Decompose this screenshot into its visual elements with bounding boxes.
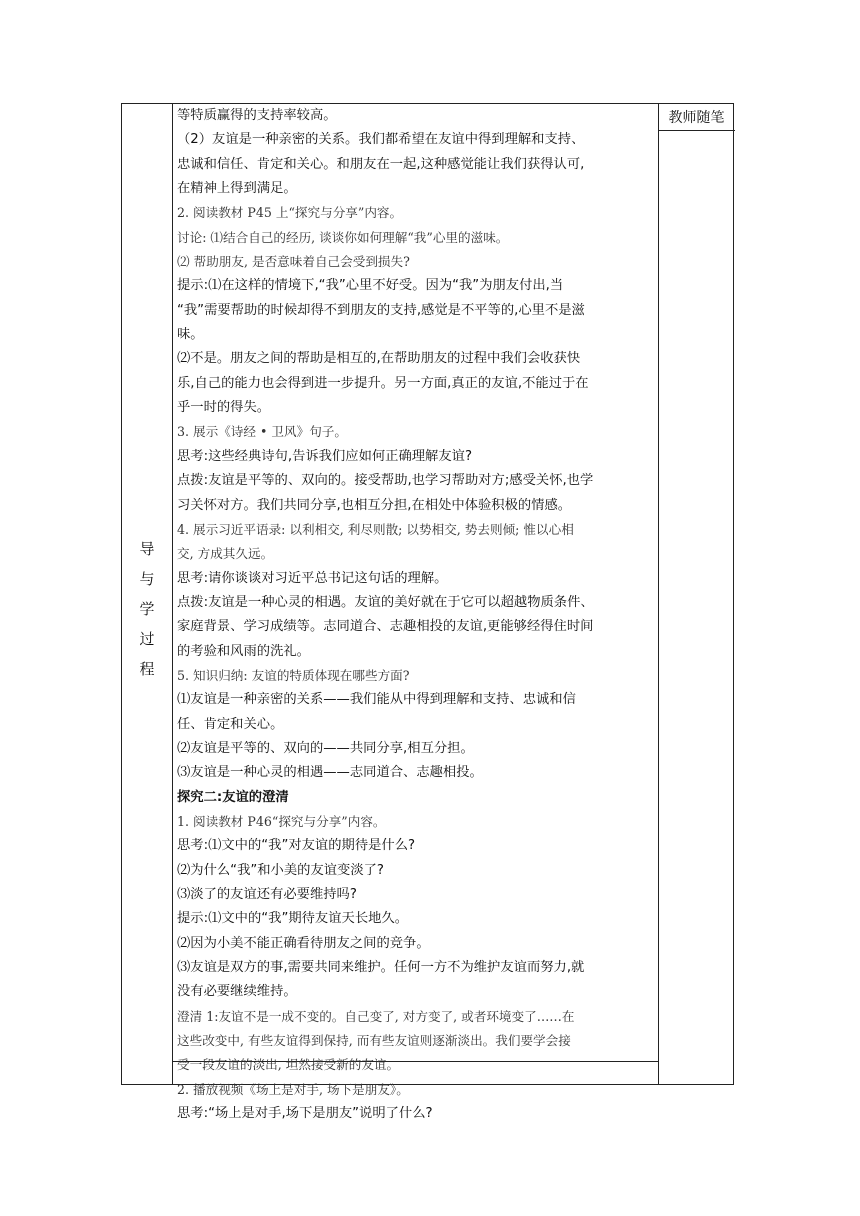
text-line: 交, 方成其久远。: [177, 546, 274, 562]
text-line: 提示:⑴文中的“我”期待友谊天长地久。: [177, 911, 409, 927]
text-line: ⑵不是。朋友之间的帮助是相互的,在帮助朋友的过程中我们会收获快: [177, 351, 581, 367]
text-line: ⑶淡了的友谊还有必要维持吗?: [177, 887, 357, 902]
text-line: 在精神上得到满足。: [177, 181, 297, 197]
text-line: 等特质赢得的支持率较高。: [177, 108, 337, 123]
section-label-char: 程: [139, 660, 155, 678]
lesson-table: [121, 103, 734, 1122]
text-line: 没有必要继续维持。: [177, 984, 297, 1000]
text-line: 受一段友谊的淡出, 坦然接受新的友谊。: [177, 1057, 400, 1073]
text-line: （2）友谊是一种亲密的关系。我们都希望在友谊中得到理解和支持、: [177, 132, 585, 148]
text-line: 味。: [177, 327, 204, 343]
column-divider-right: [658, 104, 659, 1084]
text-line: ⑶友谊是一种心灵的相遇——志同道合、志趣相投。: [177, 765, 483, 781]
text-line: 1. 阅读教材 P46“探究与分享”内容。: [177, 813, 386, 829]
text-line: ⑵为什么“我”和小美的友谊变淡了?: [177, 862, 384, 878]
section-label-vertical: [122, 534, 172, 684]
text-line: 任、肯定和关心。: [177, 716, 284, 732]
column-divider-left: [172, 104, 173, 1084]
text-line: 思考:“场上是对手,场下是朋友”说明了什么?: [177, 1106, 433, 1122]
text-line: ⑵因为小美不能正确看待朋友之间的竞争。: [177, 935, 430, 951]
text-line: 的考验和风雨的洗礼。: [177, 643, 310, 659]
section-label-char: 导: [139, 540, 155, 558]
text-line: 4. 展示习近平语录: 以利相交, 利尽则散; 以势相交, 势去则倾; 惟以心相: [177, 521, 574, 537]
text-line: 思考:这些经典诗句,告诉我们应如何正确理解友谊?: [177, 448, 472, 464]
text-line: 2. 阅读教材 P45 上“探究与分享”内容。: [177, 205, 403, 221]
text-line: 澄清 1:友谊不是一成不变的。自己变了, 对方变了, 或者环境变了……在: [177, 1008, 575, 1024]
text-line: 点拨:友谊是平等的、双向的。接受帮助,也学习帮助对方;感受关怀,也学: [177, 473, 594, 489]
lesson-content: [177, 104, 657, 1126]
text-line: 讨论: ⑴结合自己的经历, 谈谈你如何理解“我”心里的滋味。: [177, 229, 509, 245]
text-line: 探究二:友谊的澄清: [177, 789, 289, 805]
text-line: ⑵ 帮助朋友, 是否意味着自己会受到损失?: [177, 254, 410, 270]
text-line: 5. 知识归纳: 友谊的特质体现在哪些方面?: [177, 667, 410, 683]
text-line: “我”需要帮助的时候却得不到朋友的支持,感觉是不平等的,心里不是滋: [177, 302, 585, 318]
text-line: 家庭背景、学习成绩等。志同道合、志趣相投的友谊,更能够经得住时间: [177, 619, 594, 635]
text-line: 思考:⑴文中的“我”对友谊的期待是什么?: [177, 838, 416, 854]
text-line: 这些改变中, 有些友谊得到保持, 而有些友谊则逐渐淡出。我们要学会接: [177, 1033, 571, 1049]
text-line: 3. 展示《诗经 • 卫风》句子。: [177, 424, 347, 440]
text-line: 忠诚和信任、肯定和关心。和朋友在一起,这种感觉能让我们获得认可,: [177, 156, 585, 172]
text-line: 点拨:友谊是一种心灵的相遇。友谊的美好就在于它可以超越物质条件、: [177, 594, 594, 610]
text-line: ⑵友谊是平等的、双向的——共同分享,相互分担。: [177, 740, 474, 756]
text-line: 提示:⑴在这样的情境下,“我”心里不好受。因为“我”为朋友付出,当: [177, 278, 564, 294]
text-line: 思考:请你谈谈对习近平总书记这句话的理解。: [177, 570, 448, 586]
text-line: 2. 播放视频《场上是对手, 场下是朋友》。: [177, 1081, 409, 1097]
notes-header-divider: [658, 130, 735, 131]
text-line: 乎一时的得失。: [177, 400, 271, 416]
section-label-char: 与: [139, 570, 155, 588]
section-label-char: 学: [139, 600, 155, 618]
text-line: 习关怀对方。我们共同分享,也相互分担,在相处中体验积极的情感。: [177, 497, 572, 513]
text-line: ⑴友谊是一种亲密的关系——我们能从中得到理解和支持、忠诚和信: [177, 692, 576, 708]
section-label-char: 过: [139, 630, 155, 648]
text-line: 乐,自己的能力也会得到进一步提升。另一方面,真正的友谊,不能过于在: [177, 375, 589, 391]
teacher-notes-header: 教师随笔: [668, 110, 725, 126]
text-line: ⑶友谊是双方的事,需要共同来维护。任何一方不为维护友谊而努力,就: [177, 960, 585, 976]
